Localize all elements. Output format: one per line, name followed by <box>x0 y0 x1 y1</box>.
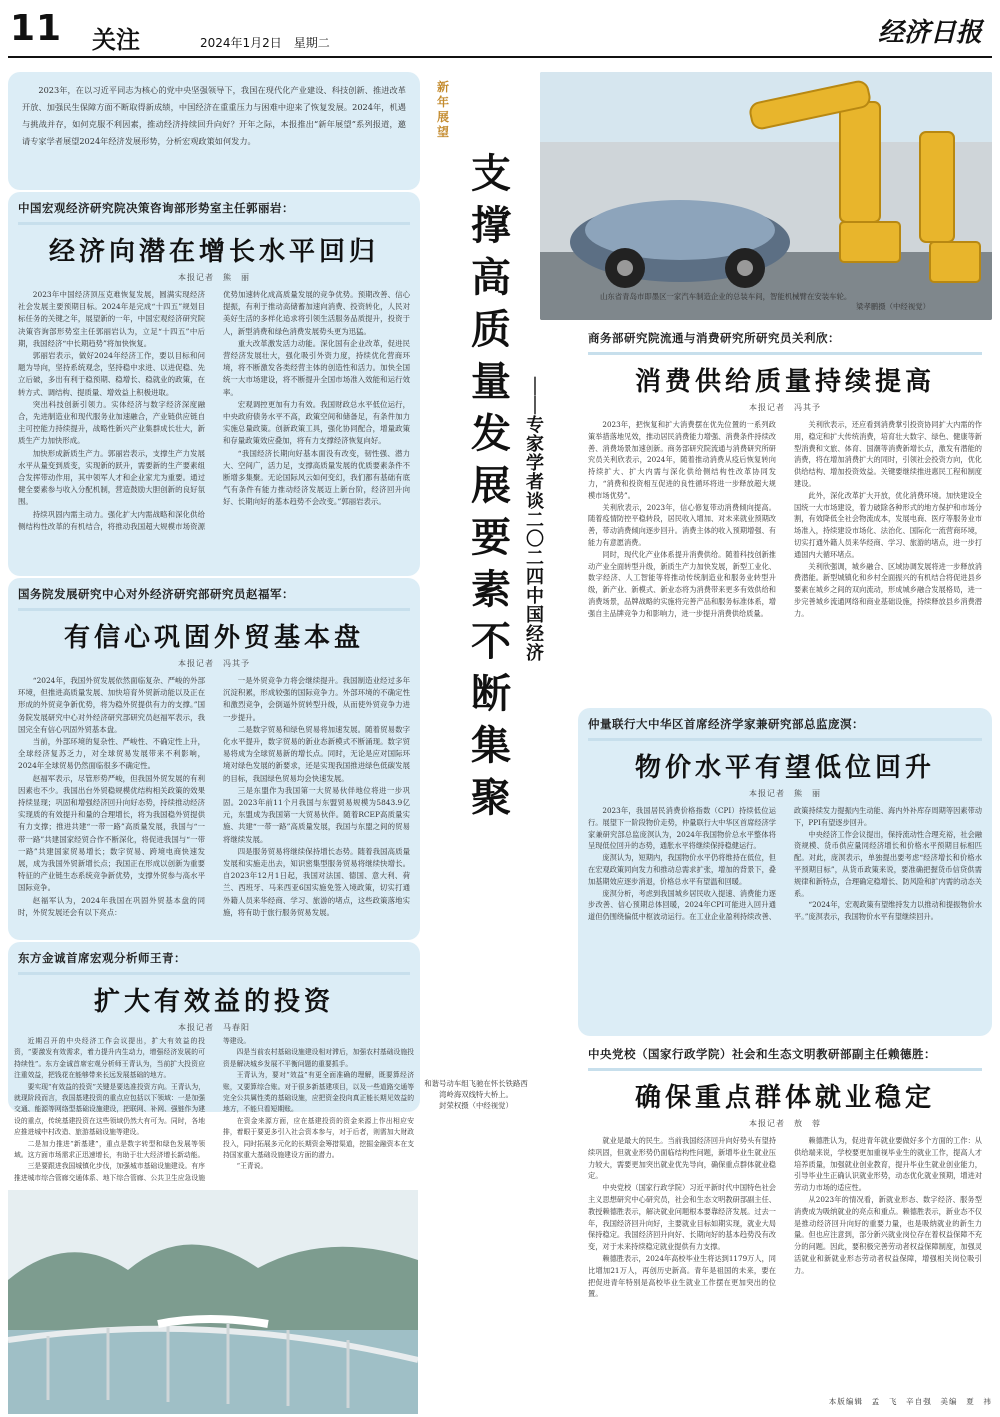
title-char: 专 <box>526 415 544 436</box>
title-char: ｜ <box>526 377 544 398</box>
title-char: 新 <box>436 80 449 94</box>
title-char: 量 <box>471 358 511 405</box>
paragraph: 一是外贸竞争力将会继续提升。我国制造业经过多年沉淀积累，形成较强的国际竞争力。外部环境的不确定性和激烈竞争，会倒逼外贸转型升级，从而使外贸竞争力进一步提升。 <box>223 676 410 722</box>
paragraph: “2024年，我国外贸发展依然面临复杂、严峻的外部环境，但推进高质量发展、加快培育外贸新动能以及正在形成的外贸竞争新优势，将为稳外贸提供有力的支撑。”国务院发展研究中心对外经济研究部研究员赵福军表示，我国完全有信心巩固外贸基本盘。 <box>18 676 205 734</box>
title-char: 家 <box>526 434 544 455</box>
paragraph: 三是要跟进我国城镇化步伐，加强城市基础设施建设。有序推进城市综合管廊交通体系、地下综合管廊、公共卫生应急设施等建设。 <box>14 1037 251 1182</box>
paragraph: 郭丽岩表示，做好2024年经济工作，要以目标和问题为导向，坚持系统观念，坚持稳中求进、以进促稳、先立后破，多出有利于稳预期、稳增长、稳就业的政策，在转方式、调结构、提质量、增效益上积极进取。 <box>18 351 205 397</box>
newspaper-logo: 经济日报 <box>877 18 982 48</box>
article-headline: 经济向潜在增长水平回归 <box>48 237 379 267</box>
title-char: 中 <box>526 586 544 607</box>
article-body <box>18 675 410 919</box>
article-kicker: 东方金诚首席宏观分析师王青： <box>18 951 186 965</box>
paragraph: 加快形成新质生产力。郭丽岩表示，支撑生产力发展水平从量变到质变，实现新的跃升，需要新的生产要素组合发挥带动作用，其中领军人才和企业家尤为重要。通过健全要素参与收入分配机制，营造鼓励大胆创新的良好氛围。 <box>18 448 205 507</box>
article-body <box>588 805 982 923</box>
divider <box>588 738 982 741</box>
factory-robot-illustration <box>540 72 992 320</box>
title-char: 展 <box>471 462 511 509</box>
article-kicker: 商务部研究院流通与消费研究所研究员关利欣： <box>588 331 840 345</box>
article-headline: 有信心巩固外贸基本盘 <box>63 623 364 653</box>
paragraph: 中央党校（国家行政学院）习近平新时代中国特色社会主义思想研究中心研究员，社会和生态文明教研部副主任、教授赖德胜表示，解决就业问题根本要靠经济发展。过去一年，我国经济回升向好，主要就业目标如期实现，就业大局保持稳定。我国经济回升向好、长期向好的基本趋势没有改变，对于未来持续稳定就业提供有力支撑。 <box>588 1183 776 1252</box>
article-kicker: 国务院发展研究中心对外经济研究部研究员赵福军： <box>18 587 294 601</box>
article-body <box>588 419 982 620</box>
paragraph: 二是加力推进“新基建”，重点是数字转型和绿色发展等领域。这方面市场需求正迅速增长，有助于壮大经济增长新动能。 <box>14 1139 205 1160</box>
title-char: 谈 <box>526 491 544 512</box>
divider <box>18 608 410 611</box>
paragraph: “王青说。 <box>236 1162 268 1171</box>
paragraph: 就业是最大的民生。当前我国经济回升向好势头有望持续巩固，但就业形势仍面临结构性问题，新增毕业生就业压力较大，需要更加突出就业优先导向，确保重点群体就业稳定。 <box>588 1136 776 1181</box>
section-title: 关注 <box>92 25 140 54</box>
article-body <box>18 289 410 533</box>
paragraph: 2023年，把恢复和扩大消费摆在优先位置的一系列政策举措落地见效，推动居民消费能力增强、消费条件持续改善、消费场景加速创新。商务部研究院流通与消费研究所研究员关利欣表示，2024年，随着推动消费从疫后恢复转向持续扩大、扩大内需与深化供给侧结构性改革协同发力，“消费和投资相互促进的良性循环将进一步释放超大规模市场优势”。 <box>588 420 776 500</box>
paragraph: “我国经济长期向好基本面没有改变，韧性强、潜力大、空间广，活力足，支撑高质量发展的优质要素条件不断增多集聚。无论国际风云如何变幻，我们都有基础有底气有条件有能力推动经济发展迈上新台阶，经济回升向好、长期向好的基本趋势不会改变。”郭丽岩表示。 <box>223 448 410 507</box>
title-char: 聚 <box>471 774 511 821</box>
title-char: 质 <box>471 306 511 353</box>
paragraph: 三是东盟作为我国第一大贸易伙伴地位将进一步巩固。2023年前11个月我国与东盟贸易规模为5843.9亿元，东盟成为我国第一大贸易伙伴。随着RCEP高质量实施、共建“一带一路”高质量发展，我国与东盟之间的贸易将继续发展。 <box>223 785 410 844</box>
masthead-rule <box>8 56 992 58</box>
title-char: 素 <box>471 566 511 613</box>
photo-credit-top: 梁孝鹏摄（中经视觉） <box>856 302 930 311</box>
article-employment <box>578 1038 992 1394</box>
masthead <box>0 0 1000 58</box>
article-headline: 扩大有效益的投资 <box>93 987 334 1017</box>
paragraph: 2023年，我国居民消费价格指数（CPI）持续低位运行。展望下一阶段物价走势，仲量联行大中华区首席经济学家兼研究部总监庞溟认为，2024年我国物价总水平整体将呈现低位回升的态势，通胀水平将继续保持稳健运行。 <box>588 806 776 851</box>
paragraph: 二是数字贸易和绿色贸易将加速发展。随着贸易数字化水平提升，数字贸易的新业态新模式不断涌现。数字贸易将成为全球贸易新的增长点。同时，无论是应对国际环境对绿色发展的新要求，还是实现我国推进绿色低碳发展的目标，我国绿色贸易均会快速发展。 <box>223 724 410 783</box>
railway-bridge-photo <box>8 1190 418 1414</box>
article-trade <box>8 578 420 940</box>
title-char: 〇 <box>526 529 544 550</box>
title-char: 经 <box>526 624 544 645</box>
paragraph: 此外，深化改革扩大开放，优化消费环境。加快建设全国统一大市场建设，着力破除各种形式的地方保护和市场分割，有效降低全社会物流成本，发展电商、医疗等服务业市场准入，持续建设市场化、法治化、国际化一流营商环境，切实打通外籍人员来华经商、学习、旅游的堵点，进一步打通国内大循环堵点。 <box>794 490 982 559</box>
article-byline: 本报记者 熊 丽 <box>178 273 250 282</box>
title-char: 望 <box>436 125 449 139</box>
title-char: 不 <box>471 618 511 665</box>
article-headline: 物价水平有望低位回升 <box>634 753 935 783</box>
title-char: 国 <box>526 605 544 626</box>
article-kicker: 仲量联行大中华区首席经济学家兼研究部总监庞溟： <box>588 717 864 731</box>
series-tag <box>424 80 462 140</box>
title-char: 发 <box>471 410 511 457</box>
paragraph: 四是当前农村基础设施建设相对滞后，加强农村基础设施投资是解决城乡发展不平衡问题的重要抓手。 <box>223 1048 414 1068</box>
paragraph: 四是服务贸易将继续保持增长态势。随着我国高质量发展和实施走出去，知识密集型服务贸易将继续快增长。自2023年12月1日起，我国对法国、德国、意大利、荷兰、西班牙、马来西亚6国实施免签入境政策，切实打通外籍人员来华经商、学习、旅游的堵点，这些政策落地实施，将有助于旅行服务贸易发展。 <box>223 846 410 917</box>
paragraph: 在资金来源方面，应在基建投资的资金来源上作出相应安排，着眼于要更多引入社会资本参与，对于后者，则需加大财政投入，同时拓展多元化的长期资金筹措渠道，挖掘金融资本在支持国家重大基础设施建设方面的潜力。 <box>223 1116 414 1160</box>
article-body <box>588 1135 982 1300</box>
page-number: 11 <box>10 8 63 49</box>
title-char: 四 <box>526 567 544 588</box>
paragraph: 要实现“有效益的投资”关键是要选准投资方向。王青认为，就现阶段而言，我国基建投资的重点应包括以下领域：一是加强交通、能源等网络型基础设施建设，把联网、补网、强链作为建设的重点，传统基建投资在这些领域仍然大有可为。同时，各地应推进城中村改造、旅游基础设施等建设。 <box>14 1082 205 1137</box>
paragraph: 关利欣表示，还应看到消费掌引投资协同扩大内需的作用，稳定和扩大传统消费，培育壮大数字、绿色、健康等新型消费和文旅、体育、国潮等消费新增长点，激发有潜能的消费，将在增加消费扩大的同时，引领社会投资方向，优化供给结构、增加投资效益。关键要继续推进惠民工程和制度建设。 <box>794 420 982 488</box>
paragraph: 重大改革激发活力动能。深化国有企业改革，促进民营经济发展壮大，强化吸引外资力度，持续优化营商环境，将不断激发各类经营主体的创造性和活力。加快全国统一大市场建设，将不断提升全国市场准入效能和运行效率。 <box>223 338 410 397</box>
paragraph: 赵福军表示，尽管形势严峻，但我国外贸发展的有利因素也不少。我国出台外贸稳规模优结构相关政策的效果持续显现；巩固和增强经济回升向好态势，持续推动经济实现质的有效提升和量的合理增长，将为我国稳外贸提供有力支撑；推进共建“一带一路”高质量发展，我国与“一带一路”共建国家经贸合作不断深化，将促进我国与“一带一路”共建国家贸易增长；数字贸易、跨境电商快速发展，成为我国外贸新增长点；我国正在形成以创新为重要特征的产业链生态系统竞争新优势，支撑外贸参与高水平国际竞争。 <box>18 773 205 893</box>
intro-box <box>8 72 420 190</box>
paragraph: 当前，外部环境的复杂性、严峻性、不确定性上升，全球经济复苏乏力，对全球贸易发展带来不利影响，2024年全球贸易仍然面临很多不确定性。 <box>18 737 205 771</box>
article-economy <box>8 192 420 576</box>
photo-credit-bottom: 封荣权摄（中经视觉） <box>439 1101 513 1110</box>
article-kicker: 中央党校（国家行政学院）社会和生态文明教研部副主任赖德胜： <box>588 1047 936 1061</box>
paragraph: 赵福军认为，2024年我国在巩固外贸基本盘的同时，外贸发展还会有以下亮点： <box>18 895 205 917</box>
title-char: 支 <box>471 150 511 197</box>
article-kicker: 中国宏观经济研究院决策咨询部形势室主任郭丽岩： <box>18 201 294 215</box>
title-char: 撑 <box>471 202 511 249</box>
paragraph: 持续巩固内需主动力。强化扩大内需战略和深化供给侧结构性改革的有机结合，将推动我国超大规模市场资源优势加速转化成高质量发展的竞争优势。预期改善、信心提振，有利于推动高储蓄加速向消费、投资转化，人民对美好生活的多样化追求将引领生活服务品质提升，投资于人，新型消费和绿色消费发展势头更为迅猛。 <box>18 290 410 531</box>
photo-caption-bottom-text: 和谐号动车组飞驰在怀长铁路西湾岭海双线特大桥上。 <box>424 1079 528 1099</box>
paragraph: 庞溟分析，考虑到我国城乡居民收入提速、消费能力逐步改善、信心预期总体回暖，2024年CPI可能进入回升通道但仍围绕偏低中枢波动运行。在工业企业盈利持续改善、政策持续发力提振内生动能、海内外补库存周期等因素带动下，PPI有望逐步回升。 <box>588 806 982 922</box>
main-title <box>461 148 521 824</box>
paragraph: 关利欣表示，2023年，信心修复带动消费倾向提高。随着疫情防控平稳转段，居民收入增加、对未来就业预期改善，带动消费倾向逐步回升。消费主体的收入预期增强、有能力有意愿消费。 <box>588 502 776 547</box>
title-char: 二 <box>526 548 544 569</box>
paragraph: 同时，现代化产业体系提升消费供给。随着科技创新推动产业全面转型升级，新质生产力加快发展，新型工业化、数字经济、人工智能等将推动传统制造业和服务业转型升级，新产业、新模式、新业态将为消费带来更多有效供给和消费场景，品牌战略的实施将完善产品和服务标准体系，增强自主品牌竞争力和影响力，进一步提升消费供给质量。 <box>588 549 776 618</box>
issue-date: 2024年1月2日 星期二 <box>200 36 330 50</box>
factory-robot-photo <box>540 72 992 320</box>
title-char: 者 <box>526 472 544 493</box>
photo-caption-top-text: 山东省青岛市即墨区一家汽车制造企业的总装车间，智能机械臂在安装车轮。 <box>600 292 852 301</box>
article-prices <box>578 708 992 1036</box>
paragraph: “2024年，宏观政策有望维持发力以推动和提振物价水平。”庞溟表示，我国物价水平有望继续回升。 <box>794 900 982 922</box>
article-byline: 本报记者 冯其予 <box>178 659 250 668</box>
article-byline: 本报记者 马春阳 <box>178 1023 250 1032</box>
divider <box>588 1068 982 1071</box>
title-char: 展 <box>436 110 449 124</box>
paragraph: 2023年中国经济顶压克难恢复发展，圆满实现经济社会发展主要预期目标。2024年是完成“十四五”规划目标任务的关键之年，展望新的一年，中国宏观经济研究院决策咨询部形势室主任郭丽岩认为，立足“十四五”中后期，我国经济“中长期趋势”将加快恢复。 <box>18 290 205 348</box>
title-char: 学 <box>526 453 544 474</box>
paragraph: 突出科技创新引领力。实体经济与数字经济深度融合，先进制造业和现代服务业加速融合，产业链供应链自主可控能力持续提升，战略性新兴产业集群成长壮大，新质生产力加快形成。 <box>18 399 205 446</box>
article-headline: 确保重点群体就业稳定 <box>634 1083 935 1113</box>
sub-title <box>522 378 548 663</box>
title-char: 济 <box>526 643 544 664</box>
photo-caption-top <box>600 292 930 312</box>
title-char: 年 <box>436 95 449 109</box>
article-headline: 消费供给质量持续提高 <box>634 367 935 397</box>
title-char: ｜ <box>526 396 544 417</box>
photo-caption-bottom <box>422 1078 530 1111</box>
paragraph: 王青认为，要对“效益”有更全面准确的理解，既要算经济账，又要算综合账。对于很多新基建项目，以及一些道路交通等完全公共属性类的基础设施，应把资金投向真正能长期见效益的地方，不能只看短期账。 <box>223 1071 414 1114</box>
article-byline: 本报记者 冯其予 <box>749 403 821 412</box>
paragraph: 赖德胜认为，促进青年就业要做好多个方面的工作：从供给端来说，学校要更加重视毕业生的就业工作，提高人才培养质量，加强就业创业教育，提升毕业生就业创业能力，引导毕业生正确认识就业形势，动态优化就业预期，增进对劳动力市场的适应性。 <box>794 1136 982 1193</box>
paragraph: 庞溟认为，短期内，我国物价水平仍将维持在低位，但在宏观政策同向发力和推动总需求扩张，增加的背景下，叠加基期效应逐步消退，价格总水平有望温和回暖。 <box>588 853 776 886</box>
divider <box>588 352 982 355</box>
article-consumption <box>578 322 992 708</box>
railway-bridge-illustration <box>8 1190 418 1414</box>
title-char: 要 <box>471 514 511 561</box>
divider <box>18 222 410 225</box>
paragraph: 赖德胜表示，2024年高校毕业生将达到1179万人，同比增加21万人，再创历史新高。青年是祖国的未来，要在把促进青年特别是高校毕业生就业工作摆在更加突出的位置。 <box>588 1253 776 1299</box>
paragraph: 中央经济工作会议提出，保持流动性合理充裕，社会融资规模、货币供应量同经济增长和价格水平预期目标相匹配。对此，庞溟表示，单独提出要考虑“经济增长和价格水平预期目标”，从货币政策来说，要准确把握货币信贷供需规律和新特点，合理确定稳增长、防风险和扩内需的动态关系。 <box>794 829 982 898</box>
intro-text: 2023年，在以习近平同志为核心的党中央坚强领导下，我国在现代化产业建设、科技创新、推进改革开放、加强民生保障方面不断取得新成绩，中国经济在重重压力与困难中迎来了恢复发展。2024年，机遇与挑战并存，如何克服不利因素，推动经济持续回升向好？开年之际，本报推出“新年展望”系列报道，邀请专家学者展望2024年经济发展形势，分析宏观政策如何发力。 <box>22 85 406 146</box>
divider <box>18 972 410 975</box>
paragraph: 从2023年的情况看，新就业形态、数字经济、服务型消费成为吸纳就业的亮点和重点。赖德胜表示，新业态不仅是推动经济回升向好的重要力量，也是吸纳就业的新生力量。但也应注意到，部分新兴就业岗位存在着权益保障不充分的问题。因此，要积极完善劳动者权益保障制度，加强灵活就业和新就业形态劳动者权益保障，增强相关岗位吸引力。 <box>794 1194 982 1275</box>
paragraph: 近期召开的中央经济工作会议提出，扩大有效益的投资，“要激发有效需求，着力提升内生动力，增强经济发展的可持续性”。东方金诚首席宏观分析师王青认为，当前扩大投资应注重效益，把钱花在能够带来长远发展基础的地方。 <box>14 1037 205 1080</box>
title-char: 高 <box>471 254 511 301</box>
paragraph: 关利欣强调，城乡融合、区域协调发展将进一步释放消费潜能。新型城镇化和乡村全面振兴的有机结合将促进县乡要素在城乡之间的双向流动，形成城乡融合发展格局，进一步完善城乡流通网络和商业基础设施，持续释放县乡消费潜力。 <box>794 561 982 618</box>
title-char: 集 <box>471 722 511 769</box>
title-char: 二 <box>526 510 544 531</box>
article-byline: 本报记者 敖 蓉 <box>749 1119 821 1128</box>
paragraph: 宏观调控更加有力有效。我国财政总水平低位运行，中央政府债务水平不高，政策空间和储备足，有条件加力实施总量政策。创新政策工具，强化协同配合，增量政策和存量政策效应叠加，将有力支撑经济恢复向好。 <box>223 399 410 446</box>
page-editors: 本版编辑 孟 飞 辛自强 美编 夏 祎 <box>828 1397 992 1406</box>
title-char: 断 <box>471 670 511 717</box>
article-byline: 本报记者 熊 丽 <box>749 789 821 798</box>
